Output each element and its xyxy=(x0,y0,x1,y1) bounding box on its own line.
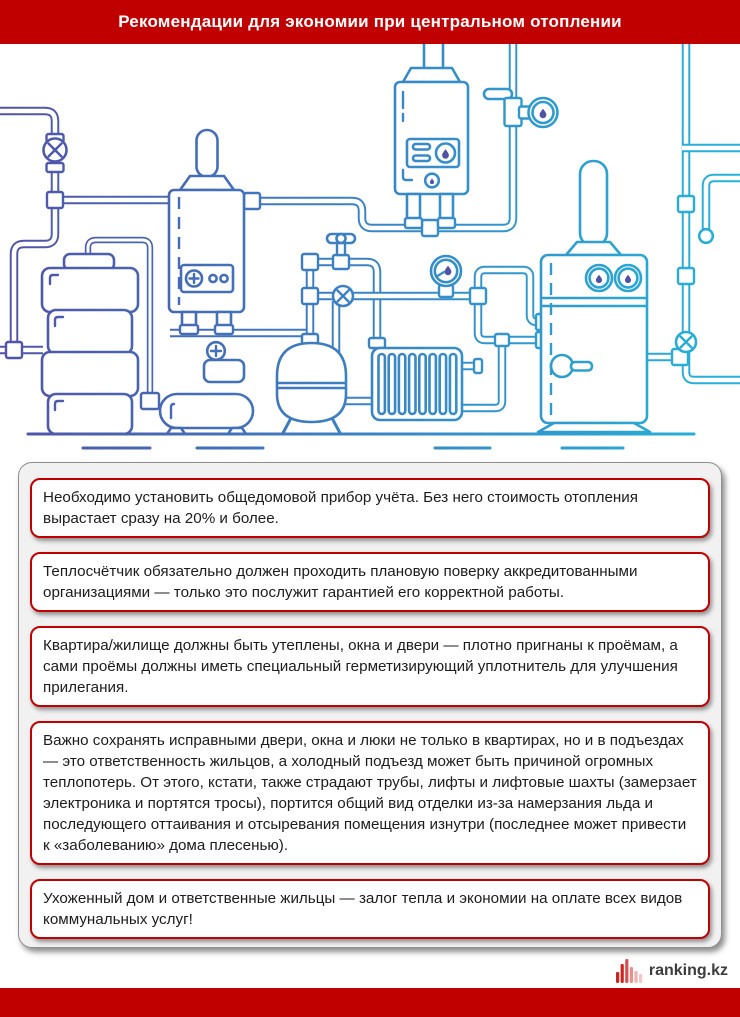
page-title: Рекомендации для экономии при центральном отоплении xyxy=(118,12,622,31)
handwheel-valve-icon xyxy=(44,139,67,162)
pressure-gauge-icon xyxy=(519,98,558,127)
central-boiler xyxy=(169,130,244,334)
compressor xyxy=(160,342,253,434)
ground-line xyxy=(28,434,694,448)
logo-text: ranking.kz xyxy=(648,962,728,979)
pressure-gauge-icon xyxy=(431,256,461,297)
recommendation-card: Важно сохранять исправными двери, окна и люки не только в квартирах, но и в подъездах — это ответственность жильцов, а холодный подъезд может быть причиной огромных теплопотерь. От этого, кстати, также страдают трубы, лифты и лифтовые шахты (замерзает электроника и портятся тросы), портится общий вид отделки из-за намерзания льда и последующего оттаивания и отсыревания помещения изнутри (последнее может привести к «заболеванию» дома плесенью). xyxy=(30,721,710,865)
ranking-kz-logo xyxy=(616,956,728,986)
recommendation-card: Ухоженный дом и ответственные жильцы — залог тепла и экономии на оплате всех видов коммунальных услуг! xyxy=(30,879,710,939)
header-bar xyxy=(0,0,740,44)
radiator xyxy=(372,348,462,420)
cross-valve-icon xyxy=(676,332,696,352)
recommendation-card: Квартира/жилище должны быть утеплены, окна и двери — плотно пригнаны к проёмам, а сами проёмы должны иметь специальный герметизирующий уплотнитель для улучшения прилегания. xyxy=(30,626,710,707)
recommendation-card: Необходимо установить общедомовой прибор учёта. Без него стоимость отопления вырастает сразу на 20% и более. xyxy=(30,478,710,538)
expansion-tank xyxy=(277,334,346,433)
recommendation-card: Теплосчётчик обязательно должен проходить плановую поверку аккредитованными организациями — только это послужит гарантией его корректной работы. xyxy=(30,552,710,612)
footer-bar xyxy=(0,988,740,1017)
big-boiler xyxy=(538,161,650,432)
pipe-end-cap xyxy=(699,229,713,243)
cross-valve-icon xyxy=(333,286,353,306)
recommendations-panel xyxy=(18,462,722,948)
bar-chart-icon xyxy=(616,957,643,985)
heating-system-illustration xyxy=(0,44,740,459)
water-tank xyxy=(42,254,138,434)
wall-heater xyxy=(395,44,468,228)
